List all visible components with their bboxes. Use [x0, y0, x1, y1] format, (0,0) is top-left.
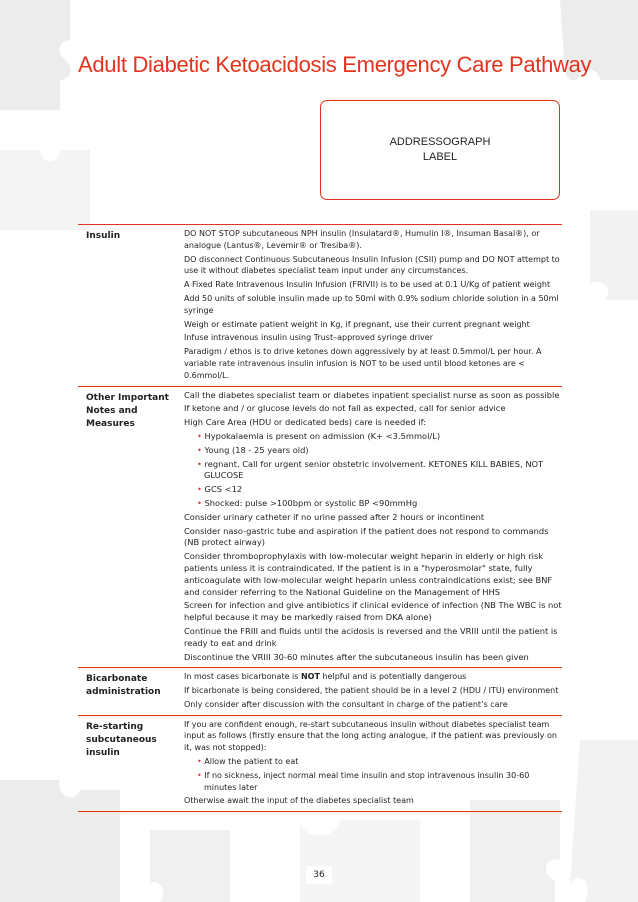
- addressograph-line1: ADDRESSOGRAPH: [389, 136, 491, 148]
- text-line: Add 50 units of soluble insulin made up to 50ml with 0.9% sodium chloride solution in a 50ml syringe: [184, 293, 559, 315]
- bullet-item: • Shocked: pulse >100bpm or systolic BP <90mmHg: [184, 498, 562, 510]
- page-number: 36: [306, 866, 332, 884]
- text-line: Screen for infection and give antibiotics if clinical evidence of infection (NB The WBC is not helpful because it may be markedly raised from DKA alone): [184, 600, 562, 623]
- section-label: Other Important Notes and Measures: [86, 392, 169, 429]
- text-line: Only consider after discussion with the consultant in charge of the patient’s care: [184, 699, 508, 709]
- text-line: Discontinue the VRIII 30-60 minutes after the subcutaneous insulin has been given: [184, 651, 529, 662]
- text-line: DO NOT STOP subcutaneous NPH insulin (Insulatard®, Humulin I®, Insuman Basal®), or analogue (Lantus®, Levemir® or Tresiba®).: [184, 229, 540, 250]
- section-insulin: [78, 225, 562, 387]
- section-label: Re-starting subcutaneous insulin: [86, 721, 157, 758]
- text-line: If you are confident enough, re-start subcutaneous insulin without diabetes specialist team input as follows (firstly ensure that the long acting analogue, if the patient was previously on it, was not stopped):: [184, 719, 557, 753]
- addressograph-line2: LABEL: [422, 151, 458, 163]
- care-pathway-table: [78, 224, 562, 812]
- bullet-item: • Hypokalaemia is present on admission (K+ <3.5mmol/L): [184, 431, 562, 443]
- page-title: Adult Diabetic Ketoacidosis Emergency Care Pathway: [78, 52, 592, 77]
- section-restarting-insulin: [78, 716, 562, 813]
- bullet-item: • Allow the patient to eat: [184, 756, 562, 768]
- text-line: Consider naso-gastric tube and aspiration if the patient does not respond to commands (NB protect airway): [184, 525, 549, 548]
- text-line: DO disconnect Continuous Subcutaneous Insulin Infusion (CSII) pump and DO NOT attempt to use it without diabetes specialist team input under any circumstances.: [184, 254, 560, 276]
- text-line: Otherwise await the input of the diabetes specialist team: [184, 796, 414, 806]
- text-line: High Care Area (HDU or dedicated beds) care is needed if:: [184, 417, 427, 428]
- text-line: If ketone and / or glucose levels do not fall as expected, call for senior advice: [184, 403, 506, 414]
- section-label: Insulin: [86, 231, 121, 241]
- bullet-item: • Young (18 - 25 years old): [184, 445, 562, 457]
- text-line: A Fixed Rate Intravenous Insulin Infusion (FRIVII) is to be used at 0.1 U/Kg of patient weight: [184, 280, 551, 290]
- text-line: Paradigm / ethos is to drive ketones down aggressively by at least 0.5mmol/L per hour. A variable rate intravenous insulin infusion is NOT to be used until blood ketones are < 0.6mmol/L.: [184, 347, 542, 380]
- emphasis-not: NOT: [300, 672, 320, 682]
- bullet-item: • GCS <12: [184, 484, 562, 496]
- addressograph-label-box: [320, 100, 560, 200]
- bullet-item: • regnant. Call for urgent senior obstetric involvement. KETONES KILL BABIES, NOT GLUCOSE: [184, 459, 562, 483]
- section-bicarbonate: [78, 668, 562, 715]
- text-line: Weigh or estimate patient weight in Kg, if pregnant, use their current pregnant weight: [184, 319, 530, 329]
- text-line: Call the diabetes specialist team or diabetes inpatient specialist nurse as soon as possible: [184, 389, 560, 400]
- text-line: Infuse intravenous insulin using Trust–approved syringe driver: [184, 333, 433, 343]
- text-line: If bicarbonate is being considered, the patient should be in a level 2 (HDU / ITU) environment: [184, 686, 559, 696]
- text-line: Consider urinary catheter if no urine passed after 2 hours or incontinent: [184, 511, 485, 522]
- section-label: Bicarbonate administration: [86, 674, 161, 698]
- text-line: Continue the FRIII and fluids until the acidosis is reversed and the VRIII until the patient is ready to eat and drink: [184, 625, 558, 648]
- section-other-notes: [78, 387, 562, 669]
- text-line: In most cases bicarbonate is NOT helpful and is potentially dangerous: [184, 672, 467, 682]
- text-line: Consider thromboprophylaxis with low-molecular weight heparin in elderly or high risk patients unless it is contraindicated. If the patient is in a "hyperosmolar" state, fully anticoagulate with low-molecular weight heparin unless contraindications exist; see BNF and consider referring to the National Guideline on the Management of HHS: [184, 551, 553, 597]
- bullet-item: • If no sickness, inject normal meal time insulin and stop intravenous insulin 30-60 minutes later: [184, 770, 562, 794]
